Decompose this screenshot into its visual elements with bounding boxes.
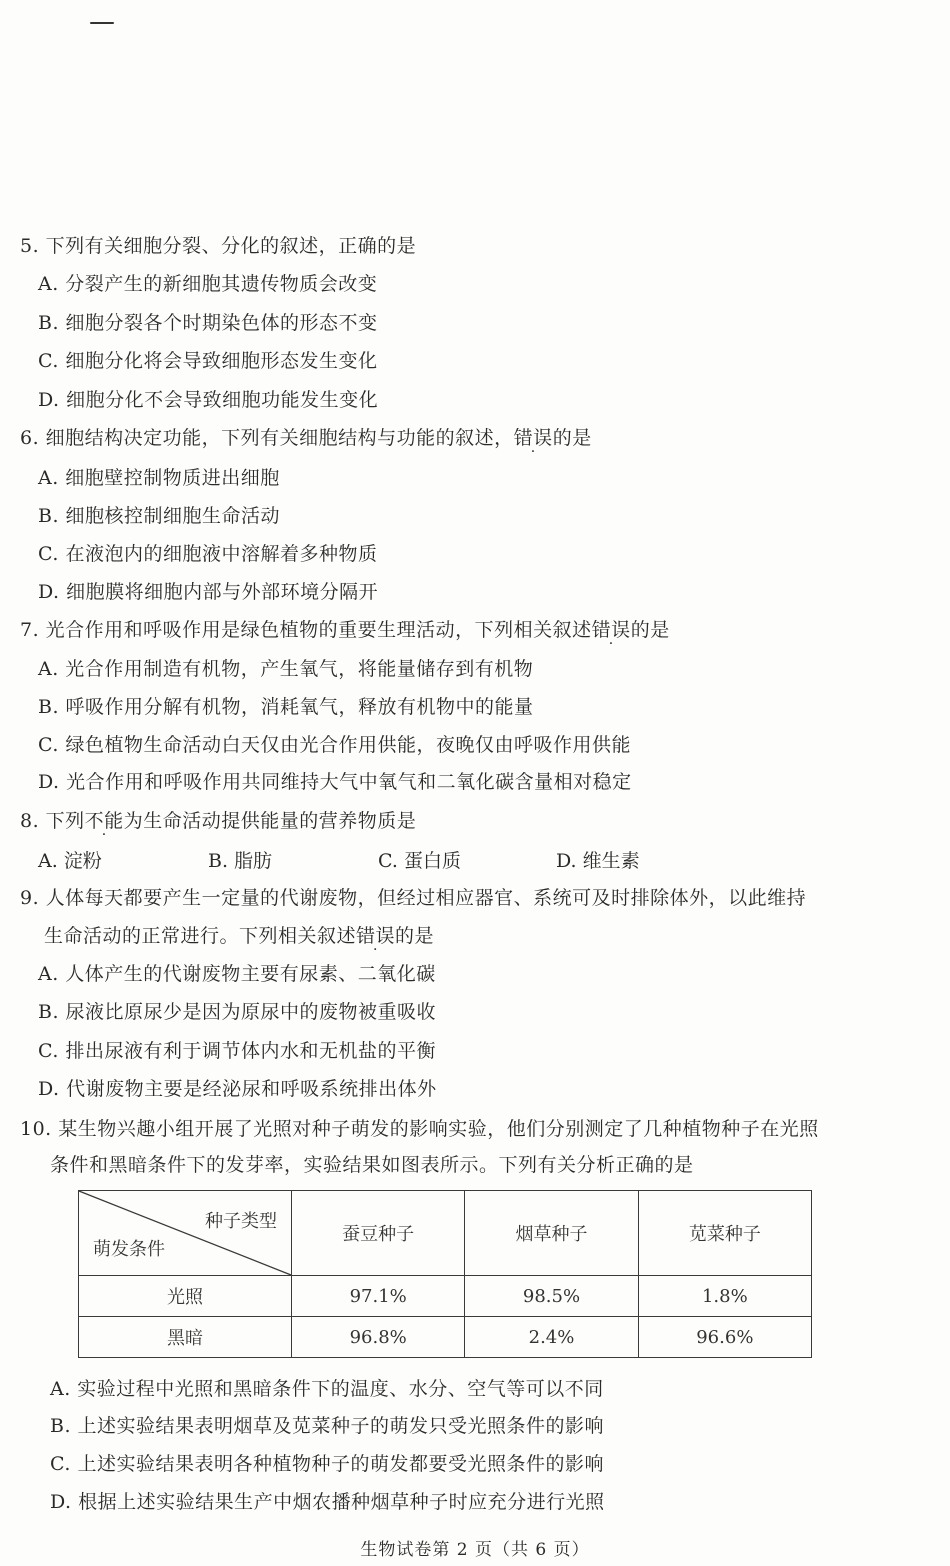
- question-8-stem: [20, 809, 416, 833]
- question-6-stem-part: 的是: [552, 427, 592, 449]
- question-5-option-c: C. 细胞分化将会导致细胞形态发生变化: [38, 350, 378, 372]
- table-cell: 96.6%: [638, 1317, 811, 1358]
- question-5-option-a: A. 分裂产生的新细胞其遗传物质会改变: [38, 273, 378, 295]
- question-7-option-c: C. 绿色植物生命活动白天仅由光合作用供能，夜晚仅由呼吸作用供能: [38, 734, 631, 756]
- question-9-option-d: D. 代谢废物主要是经泌尿和呼吸系统排出体外: [38, 1078, 437, 1100]
- question-6-option-d: D. 细胞膜将细胞内部与外部环境分隔开: [38, 581, 379, 603]
- question-7-option-a: A. 光合作用制造有机物，产生氧气，将能量储存到有机物: [38, 658, 534, 680]
- question-8-options: [38, 846, 738, 872]
- table-cell: 96.8%: [292, 1317, 465, 1358]
- emphasis-word: 错误: [513, 427, 553, 449]
- emphasis-word: 错误: [356, 925, 396, 947]
- question-8-option-c: C. 蛋白质: [378, 850, 461, 872]
- question-9-stem-part: 生命活动的正常进行。下列相关叙述: [44, 925, 357, 947]
- question-7-option-d: D. 光合作用和呼吸作用共同维持大气中氧气和二氧化碳含量相对稳定: [38, 771, 632, 793]
- table-cell: 98.5%: [465, 1276, 638, 1317]
- question-8-option-d: D. 维生素: [556, 850, 640, 872]
- header-condition: 萌发条件: [93, 1239, 165, 1260]
- table-cell: 1.8%: [638, 1276, 811, 1317]
- question-7-stem-part: 7. 光合作用和呼吸作用是绿色植物的重要生理活动，下列相关叙述: [20, 619, 592, 641]
- question-6-stem-part: 6. 细胞结构决定功能，下列有关细胞结构与功能的叙述，: [20, 427, 514, 449]
- table-cell: 2.4%: [465, 1317, 638, 1358]
- question-5-option-d: D. 细胞分化不会导致细胞功能发生变化: [38, 389, 379, 411]
- emphasis-word: 错误: [591, 619, 631, 641]
- header-seed-type: 种子类型: [205, 1211, 277, 1232]
- row-label: 黑暗: [79, 1317, 292, 1358]
- question-6-option-b: B. 细胞核控制细胞生命活动: [38, 505, 281, 527]
- column-header: 蚕豆种子: [292, 1191, 465, 1276]
- question-5-stem: 5. 下列有关细胞分裂、分化的叙述，正确的是: [20, 235, 417, 257]
- question-7-option-b: B. 呼吸作用分解有机物，消耗氧气，释放有机物中的能量: [38, 696, 534, 718]
- question-9-option-a: A. 人体产生的代谢废物主要有尿素、二氧化碳: [38, 963, 436, 985]
- table-diagonal-header: [79, 1191, 292, 1276]
- question-9-option-c: C. 排出尿液有利于调节体内水和无机盐的平衡: [38, 1040, 436, 1062]
- question-9-stem-part: 的是: [395, 925, 435, 947]
- table-header-row: [79, 1191, 812, 1276]
- question-8-option-a: A. 淀粉: [38, 850, 102, 872]
- question-9-option-b: B. 尿液比原尿少是因为原尿中的废物被重吸收: [38, 1001, 437, 1023]
- question-10-option-b: B. 上述实验结果表明烟草及苋菜种子的萌发只受光照条件的影响: [50, 1415, 605, 1437]
- diagonal-line: [79, 1191, 291, 1275]
- question-10-stem-line2: 条件和黑暗条件下的发芽率，实验结果如图表所示。下列有关分析正确的是: [50, 1154, 694, 1176]
- question-7-stem-part: 的是: [630, 619, 670, 641]
- question-6-option-c: C. 在液泡内的细胞液中溶解着多种物质: [38, 543, 378, 565]
- page-footer: 生物试卷第 2 页（共 6 页）: [360, 1540, 590, 1560]
- question-9-stem-line2: [44, 924, 434, 948]
- question-10-option-c: C. 上述实验结果表明各种植物种子的萌发都要受光照条件的影响: [50, 1453, 604, 1475]
- table-row: [79, 1317, 812, 1358]
- table-row: [79, 1276, 812, 1317]
- question-7-stem: [20, 618, 670, 642]
- question-6-stem: [20, 426, 592, 450]
- germination-table: [78, 1190, 812, 1358]
- emphasis-word: 不能: [84, 810, 124, 832]
- table-cell: 97.1%: [292, 1276, 465, 1317]
- question-8-option-b: B. 脂肪: [208, 850, 273, 872]
- question-6-option-a: A. 细胞壁控制物质进出细胞: [38, 467, 280, 489]
- question-10-option-d: D. 根据上述实验结果生产中烟农播种烟草种子时应充分进行光照: [50, 1491, 605, 1513]
- question-10-stem-line1: 10. 某生物兴趣小组开展了光照对种子萌发的影响实验，他们分别测定了几种植物种子在光照: [20, 1118, 819, 1140]
- scan-mark: [90, 22, 114, 24]
- column-header: 烟草种子: [465, 1191, 638, 1276]
- question-10-option-a: A. 实验过程中光照和黑暗条件下的温度、水分、空气等可以不同: [50, 1378, 604, 1400]
- row-label: 光照: [79, 1276, 292, 1317]
- question-5-option-b: B. 细胞分裂各个时期染色体的形态不变: [38, 312, 378, 334]
- column-header: 苋菜种子: [638, 1191, 811, 1276]
- question-9-stem-line1: 9. 人体每天都要产生一定量的代谢废物，但经过相应器官、系统可及时排除体外，以此维持: [20, 887, 807, 909]
- question-8-stem-part: 8. 下列: [20, 810, 85, 832]
- question-8-stem-part: 为生命活动提供能量的营养物质是: [123, 810, 417, 832]
